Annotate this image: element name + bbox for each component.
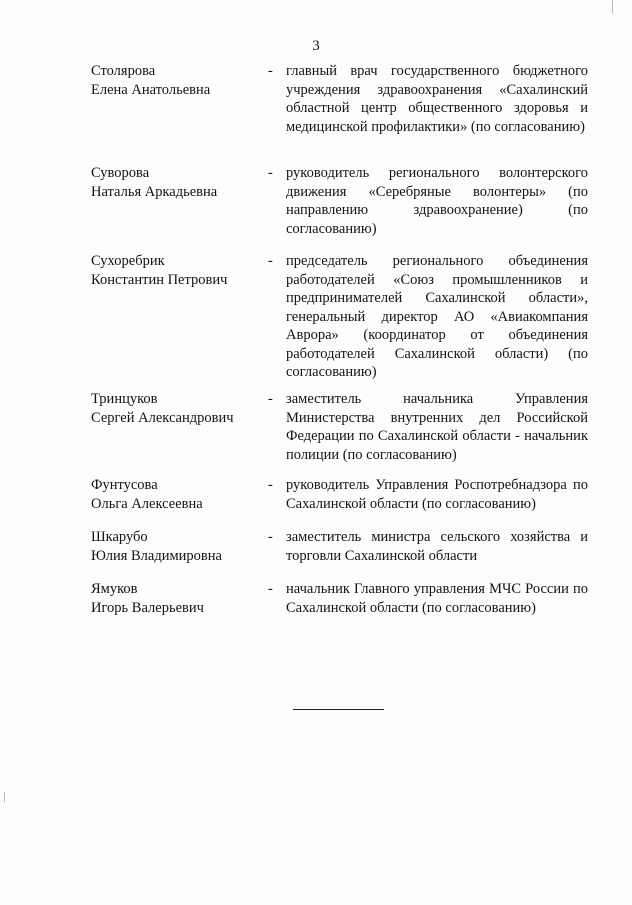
member-given-names: Елена Анатольевна xyxy=(91,82,211,98)
member-role: руководитель Управления Роспотребнадзора по Сахалинской области (по согласованию) xyxy=(286,477,588,512)
member-surname: Тринцуков xyxy=(91,391,158,407)
member-role: начальник Главного управления МЧС России по Сахалинской области (по согласованию) xyxy=(286,581,588,616)
closing-rule xyxy=(293,709,384,710)
member-dash: - xyxy=(268,253,273,269)
member-given-names: Юлия Владимировна xyxy=(91,548,222,564)
member-role: председатель регионального объединения работодателей «Союз промышленников и предпринимателей Сахалинской области», генеральный директор АО «Авиакомпания Аврора» (координатор от объединения работодателей Сахалинской области) (по согласованию) xyxy=(286,253,588,380)
member-surname: Шкарубо xyxy=(91,529,148,545)
scan-artifact xyxy=(4,792,5,802)
member-surname: Суворова xyxy=(91,165,150,181)
member-dash: - xyxy=(268,529,273,545)
member-given-names: Константин Петрович xyxy=(91,272,228,288)
member-name xyxy=(91,528,261,566)
member-name xyxy=(91,580,261,618)
member-role: главный врач государственного бюджетного учреждения здравоохранения «Сахалинский областной центр общественного здоровья и медицинской профилактики» (по согласованию) xyxy=(286,63,588,135)
member-dash: - xyxy=(268,165,273,181)
member-dash: - xyxy=(268,477,273,493)
member-surname: Фунтусова xyxy=(91,477,158,493)
scan-artifact xyxy=(612,0,613,14)
member-role: руководитель регионального волонтерского движения «Серебряные волонтеры» (по направлению здравоохранение) (по согласованию) xyxy=(286,165,588,237)
member-dash: - xyxy=(268,391,273,407)
member-given-names: Ольга Алексеевна xyxy=(91,496,203,512)
member-dash: - xyxy=(268,63,273,79)
member-name xyxy=(91,476,261,514)
member-name xyxy=(91,390,261,428)
member-given-names: Наталья Аркадьевна xyxy=(91,184,218,200)
member-surname: Ямуков xyxy=(91,581,138,597)
member-given-names: Сергей Александрович xyxy=(91,410,234,426)
member-dash: - xyxy=(268,581,273,597)
member-role: заместитель министра сельского хозяйства и торговли Сахалинской области xyxy=(286,529,588,564)
member-name xyxy=(91,62,261,100)
member-given-names: Игорь Валерьевич xyxy=(91,600,204,616)
page-number: 3 xyxy=(312,38,320,54)
member-role: заместитель начальника Управления Министерства внутренних дел Российской Федерации по Сахалинской области - начальник полиции (по согласованию) xyxy=(286,391,588,463)
member-name xyxy=(91,164,261,202)
member-surname: Сухоребрик xyxy=(91,253,165,269)
member-name xyxy=(91,252,261,290)
member-surname: Столярова xyxy=(91,63,156,79)
